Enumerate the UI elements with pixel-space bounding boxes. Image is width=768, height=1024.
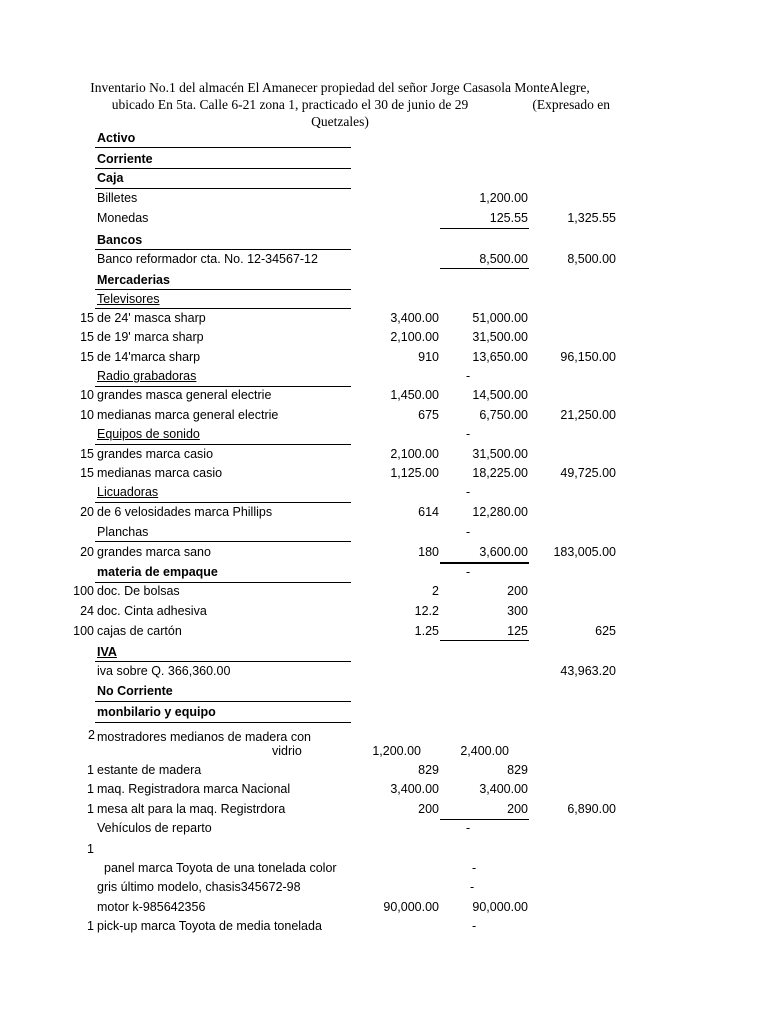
table-row — [0, 424, 768, 444]
cell-qty: 24 — [80, 604, 94, 618]
table-row — [0, 347, 768, 367]
cell-c2: - — [466, 525, 471, 539]
cell-c3: 43,963.20 — [560, 664, 616, 678]
table-row — [0, 681, 768, 701]
table-row — [0, 642, 768, 662]
cell-c3: 96,150.00 — [560, 350, 616, 364]
cell-desc: Radio grabadoras — [97, 369, 197, 383]
mostradores-desc-2: vidrio — [272, 744, 302, 758]
cell-c1: 2 — [432, 584, 439, 598]
cell-desc: grandes marca sano — [97, 545, 211, 559]
cell-desc: Bancos — [97, 233, 143, 247]
pickup-qty: 1 — [87, 919, 94, 933]
table-row — [0, 366, 768, 386]
cell-desc: de 19' marca sharp — [97, 330, 204, 344]
table-row — [0, 581, 768, 601]
cell-qty: 1 — [87, 802, 94, 816]
cell-qty: 20 — [80, 545, 94, 559]
vehicle-desc-3: motor k-985642356 — [97, 900, 206, 914]
cell-desc: Banco reformador cta. No. 12-34567-12 — [97, 252, 318, 266]
cell-c1: 12.2 — [414, 604, 439, 618]
cell-c1: 200 — [418, 802, 439, 816]
title-line-1: Inventario No.1 del almacén El Amanecer propiedad del señor Jorge Casasola MonteAlegre, — [90, 80, 590, 95]
cell-c1: 2,100.00 — [390, 447, 439, 461]
cell-c1: 675 — [418, 408, 439, 422]
cell-c2: 3,600.00 — [479, 545, 528, 559]
table-row — [0, 542, 768, 562]
cell-qty: 10 — [80, 408, 94, 422]
cell-c1: 1,125.00 — [390, 466, 439, 480]
cell-c2: - — [466, 369, 471, 383]
cell-c1: 3,400.00 — [390, 782, 439, 796]
cell-qty: 1 — [87, 763, 94, 777]
vehicle-qty: 1 — [87, 842, 94, 856]
cell-c1: 1,450.00 — [390, 388, 439, 402]
cell-c1: 180 — [418, 545, 439, 559]
table-row — [0, 208, 768, 228]
cell-qty: 20 — [80, 505, 94, 519]
table-row — [0, 760, 768, 780]
cell-desc: doc. Cinta adhesiva — [97, 604, 207, 618]
rule-televisores — [95, 308, 351, 309]
cell-desc: Vehículos de reparto — [97, 821, 212, 835]
cell-c2: 31,500.00 — [472, 447, 528, 461]
cell-c2: 8,500.00 — [479, 252, 528, 266]
cell-c2: 200 — [507, 584, 528, 598]
cell-desc: Licuadoras — [97, 485, 159, 499]
cell-c2: - — [466, 427, 471, 441]
cell-qty: 100 — [73, 584, 94, 598]
vehicle-dash-2: - — [470, 880, 475, 894]
cell-c3: 6,890.00 — [567, 802, 616, 816]
cell-c2: 18,225.00 — [472, 466, 528, 480]
mostradores-qty: 2 — [88, 728, 95, 742]
mostradores-unit: 1,200.00 — [372, 744, 421, 758]
cell-desc: cajas de cartón — [97, 624, 182, 638]
mostradores-total: 2,400.00 — [460, 744, 509, 758]
table-row — [0, 168, 768, 188]
rule-licuadoras — [95, 502, 351, 503]
table-row — [0, 799, 768, 819]
table-row — [0, 601, 768, 621]
cell-c3: 183,005.00 — [553, 545, 616, 559]
pickup-dash: - — [472, 919, 477, 933]
cell-c2: 14,500.00 — [472, 388, 528, 402]
cell-desc: Planchas — [97, 525, 149, 539]
cell-qty: 1 — [87, 782, 94, 796]
cell-c1: 2,100.00 — [390, 330, 439, 344]
table-row — [0, 289, 768, 309]
vehicle-desc-2: gris último modelo, chasis345672-98 — [97, 880, 301, 894]
cell-desc: medianas marca general electrie — [97, 408, 279, 422]
cell-desc: materia de empaque — [97, 565, 218, 579]
table-row — [0, 405, 768, 425]
rule-planchas — [95, 541, 351, 542]
cell-c3: 8,500.00 — [567, 252, 616, 266]
mostradores-desc-1: mostradores medianos de madera con — [97, 730, 312, 744]
rule-equipos — [95, 444, 351, 445]
cell-c1: 3,400.00 — [390, 311, 439, 325]
cell-qty: 15 — [80, 466, 94, 480]
rule-activo — [95, 147, 351, 148]
table-row — [0, 779, 768, 799]
cell-qty: 10 — [80, 388, 94, 402]
cell-c2: - — [466, 485, 471, 499]
cell-c1: 614 — [418, 505, 439, 519]
cell-desc: monbilario y equipo — [97, 705, 216, 719]
rule-iva — [95, 661, 351, 662]
pickup-desc: pick-up marca Toyota de media tonelada — [97, 919, 322, 933]
table-row — [0, 621, 768, 641]
cell-c2: 1,200.00 — [479, 191, 528, 205]
cell-c2: 125 — [507, 624, 528, 638]
cell-desc: grandes masca general electrie — [97, 388, 272, 402]
cell-c2: 3,400.00 — [479, 782, 528, 796]
table-row — [0, 702, 768, 722]
title-line-2-right: (Expresado en — [532, 97, 610, 112]
cell-c2: 51,000.00 — [472, 311, 528, 325]
document-title — [60, 79, 620, 130]
rule-monedas-sum — [440, 228, 529, 229]
cell-desc: medianas marca casio — [97, 466, 223, 480]
cell-qty: 15 — [80, 311, 94, 325]
cell-desc: Televisores — [97, 292, 160, 306]
cell-c2: 125.55 — [489, 211, 528, 225]
vehicle-total: 90,000.00 — [472, 900, 528, 914]
vehicle-dash-1: - — [472, 861, 477, 875]
vehicle-desc-1: panel marca Toyota de una tonelada color — [104, 861, 337, 875]
rule-empaque — [95, 582, 351, 583]
cell-desc: mesa alt para la maq. Registrdora — [97, 802, 286, 816]
table-row — [0, 522, 768, 542]
cell-c2: 6,750.00 — [479, 408, 528, 422]
table-row — [0, 463, 768, 483]
cell-qty: 15 — [80, 350, 94, 364]
cell-desc: Activo — [97, 131, 136, 145]
table-row — [0, 818, 768, 838]
rule-cajas-sum — [440, 640, 529, 641]
table-row — [0, 249, 768, 269]
cell-desc: de 6 velosidades marca Phillips — [97, 505, 273, 519]
title-line-2 — [60, 96, 620, 113]
table-row — [0, 444, 768, 464]
cell-desc: de 14'marca sharp — [97, 350, 201, 364]
cell-c2: 12,280.00 — [472, 505, 528, 519]
title-line-2-text: ubicado En 5ta. Calle 6-21 zona 1, practicado el 30 de junio de 29 — [111, 97, 469, 112]
cell-desc: de 24' masca sharp — [97, 311, 206, 325]
rule-banco-sum — [440, 268, 529, 269]
table-row — [0, 562, 768, 582]
cell-desc: Caja — [97, 171, 124, 185]
cell-qty: 100 — [73, 624, 94, 638]
cell-desc: iva sobre Q. 366,360.00 — [97, 664, 231, 678]
cell-desc: Billetes — [97, 191, 138, 205]
cell-c3: 21,250.00 — [560, 408, 616, 422]
cell-desc: Monedas — [97, 211, 149, 225]
cell-desc: Corriente — [97, 152, 153, 166]
rule-radio — [95, 386, 351, 387]
cell-c2: 829 — [507, 763, 528, 777]
title-line-3: Quetzales) — [311, 114, 369, 129]
rule-mercaderias — [95, 289, 351, 290]
cell-c2: - — [466, 821, 471, 835]
rule-no-corriente — [95, 701, 351, 702]
cell-desc: maq. Registradora marca Nacional — [97, 782, 291, 796]
cell-desc: estante de madera — [97, 763, 202, 777]
rule-caja — [95, 188, 351, 189]
cell-c2: 13,650.00 — [472, 350, 528, 364]
cell-c3: 625 — [595, 624, 616, 638]
rule-bancos — [95, 249, 351, 250]
cell-qty: 15 — [80, 330, 94, 344]
cell-c1: 1.25 — [414, 624, 439, 638]
table-row — [0, 482, 768, 502]
cell-desc: Mercaderias — [97, 273, 170, 287]
table-row — [0, 230, 768, 250]
cell-c1: 910 — [418, 350, 439, 364]
cell-c2: 200 — [507, 802, 528, 816]
vehicle-unit: 90,000.00 — [383, 900, 439, 914]
rule-mobiliario — [95, 722, 351, 723]
table-row — [0, 128, 768, 148]
cell-desc: doc. De bolsas — [97, 584, 180, 598]
cell-desc: IVA — [97, 645, 117, 659]
table-row — [0, 661, 768, 681]
table-row — [0, 149, 768, 169]
table-row — [0, 502, 768, 522]
cell-desc: No Corriente — [97, 684, 173, 698]
cell-c3: 49,725.00 — [560, 466, 616, 480]
cell-desc: Equipos de sonido — [97, 427, 200, 441]
table-row — [0, 270, 768, 290]
rule-planchas-sum — [440, 562, 529, 564]
cell-desc: grandes marca casio — [97, 447, 214, 461]
table-row — [0, 188, 768, 208]
cell-c1: 829 — [418, 763, 439, 777]
cell-c3: 1,325.55 — [567, 211, 616, 225]
table-row — [0, 385, 768, 405]
cell-c2: - — [466, 565, 471, 579]
table-row — [0, 327, 768, 347]
table-row — [0, 308, 768, 328]
cell-c2: 31,500.00 — [472, 330, 528, 344]
pickup-row — [0, 916, 768, 936]
cell-qty: 15 — [80, 447, 94, 461]
cell-c2: 300 — [507, 604, 528, 618]
rule-corriente — [95, 168, 351, 169]
